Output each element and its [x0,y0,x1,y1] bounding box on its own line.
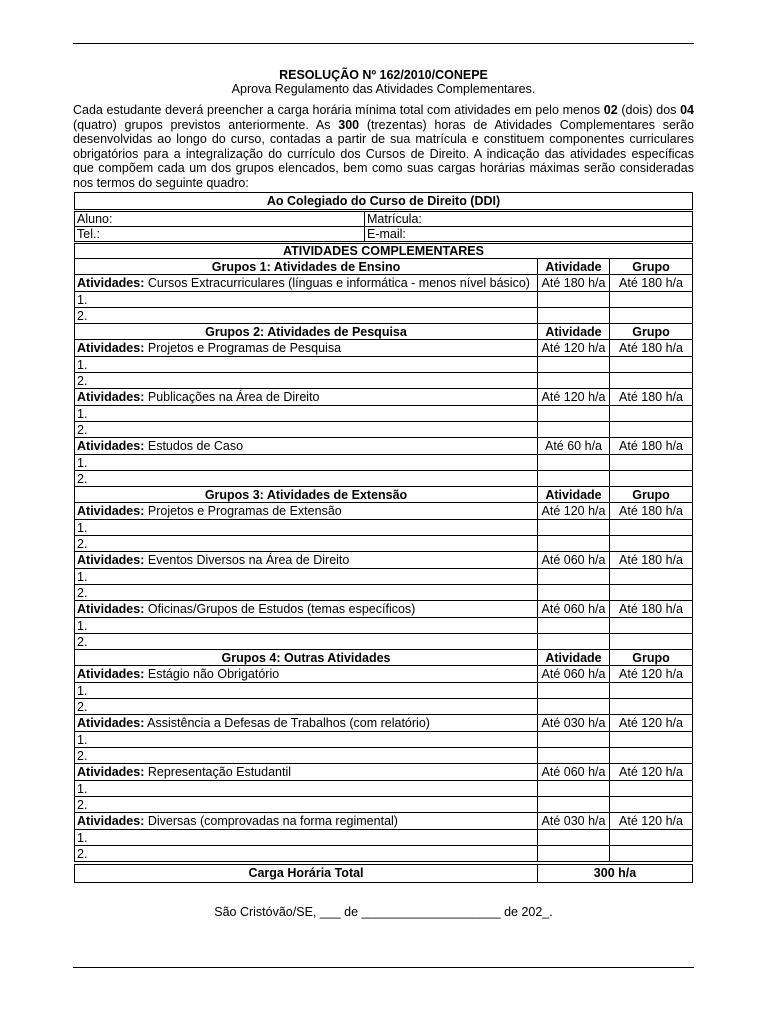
activities-table [74,243,693,862]
entry-field[interactable]: 1. [75,520,538,536]
blank-entry-row [75,471,693,487]
col-atividade-header: Atividade [538,487,610,503]
intro-bold-02: 02 [603,103,618,117]
intro-bold-04: 04 [680,103,694,117]
activity-prefix: Atividades: [77,602,145,616]
blank-entry-row [75,455,693,471]
col-atividade-header: Atividade [538,324,610,340]
entry-field[interactable]: 2. [75,748,538,764]
activity-description: Eventos Diversos na Área de Direito [144,553,350,567]
activity-description: Estágio não Obrigatório [144,667,280,681]
activity-name [75,764,538,781]
group-title: Grupos 4: Outras Atividades [75,650,538,666]
entry-field[interactable]: 1. [75,732,538,748]
activity-name [75,666,538,683]
entry-group-field[interactable] [610,373,693,389]
intro-text-4: (trezentas) horas de Atividades Complementares serão desenvolvidas ao longo do curso, contadas a partir de sua matrícula e constituem componentes curriculares obrigatórios para a integralização do currículo dos Cursos de Direito. A indicação das atividades específicas que compõem cada um dos grupos elencados, bem como suas cargas horárias máximas serão consideradas nos termos do seguinte quadro: [73,117,694,190]
group-hours: Até 120 h/a [610,666,693,683]
group-hours: Até 180 h/a [610,438,693,455]
intro-paragraph [73,103,694,191]
entry-group-field[interactable] [610,308,693,324]
group-header-row [75,487,693,503]
blank-entry-row [75,357,693,373]
group-hours: Até 180 h/a [610,340,693,357]
entry-field[interactable]: 2. [75,422,538,438]
place-date-line: São Cristóvão/SE, ___ de ____________________ de 202_. [214,905,553,919]
activity-row [75,340,693,357]
activity-prefix: Atividades: [77,390,145,404]
entry-field[interactable]: 2. [75,634,538,650]
group-title: Grupos 3: Atividades de Extensão [75,487,538,503]
blank-entry-row [75,569,693,585]
entry-hours-field[interactable] [538,569,610,585]
entry-hours-field[interactable] [538,683,610,699]
activity-prefix: Atividades: [77,439,145,453]
activity-name [75,813,538,830]
blank-entry-row [75,520,693,536]
entry-hours-field[interactable] [538,406,610,422]
document-title: RESOLUÇÃO Nº 162/2010/CONEPE [279,68,488,82]
entry-field[interactable]: 1. [75,618,538,634]
section-title: ATIVIDADES COMPLEMENTARES [75,244,693,259]
group-title: Grupos 1: Atividades de Ensino [75,259,538,275]
entry-field[interactable]: 2. [75,471,538,487]
entry-group-field[interactable] [610,422,693,438]
blank-entry-row [75,292,693,308]
entry-field[interactable]: 2. [75,797,538,813]
entry-group-field[interactable] [610,830,693,846]
group-header-row [75,650,693,666]
activity-hours: Até 060 h/a [538,666,610,683]
activity-name [75,340,538,357]
blank-entry-row [75,830,693,846]
blank-entry-row [75,846,693,862]
entry-field[interactable]: 2. [75,308,538,324]
intro-text-2: (dois) dos [617,103,681,117]
entry-hours-field[interactable] [538,471,610,487]
entry-field[interactable]: 2. [75,846,538,862]
group-hours: Até 180 h/a [610,503,693,520]
activity-prefix: Atividades: [77,667,145,681]
activity-row [75,275,693,292]
activity-hours: Até 060 h/a [538,764,610,781]
activity-prefix: Atividades: [77,553,145,567]
activity-hours: Até 120 h/a [538,503,610,520]
intro-text-3: (quatro) grupos previstos anteriormente. As [73,117,339,132]
blank-entry-row [75,422,693,438]
activity-description: Estudos de Caso [144,439,244,453]
entry-group-field[interactable] [610,797,693,813]
blank-entry-row [75,699,693,715]
activity-row [75,601,693,618]
entry-group-field[interactable] [610,683,693,699]
activity-name [75,552,538,569]
activity-prefix: Atividades: [77,276,145,290]
group-hours: Até 180 h/a [610,552,693,569]
activity-description: Oficinas/Grupos de Estudos (temas específicos) [144,602,416,616]
entry-field[interactable]: 1. [75,292,538,308]
entry-field[interactable]: 2. [75,373,538,389]
blank-entry-row [75,536,693,552]
activity-prefix: Atividades: [77,814,145,828]
total-table [74,864,693,883]
entry-group-field[interactable] [610,406,693,422]
activity-name [75,389,538,406]
entry-field[interactable]: 1. [75,569,538,585]
activity-name [75,715,538,732]
entry-group-field[interactable] [610,455,693,471]
entry-field[interactable]: 1. [75,781,538,797]
activity-description: Projetos e Programas de Pesquisa [144,341,342,355]
entry-hours-field[interactable] [538,846,610,862]
entry-field[interactable]: 1. [75,683,538,699]
entry-hours-field[interactable] [538,520,610,536]
tel-field[interactable]: Tel.: [75,227,365,242]
blank-entry-row [75,618,693,634]
activity-description: Diversas (comprovadas na forma regimental) [144,814,398,828]
activity-row [75,813,693,830]
entry-hours-field[interactable] [538,373,610,389]
group-header-row [75,259,693,275]
activity-row [75,764,693,781]
col-grupo-header: Grupo [610,324,693,340]
col-grupo-header: Grupo [610,487,693,503]
entry-group-field[interactable] [610,699,693,715]
activity-hours: Até 060 h/a [538,601,610,618]
activity-hours: Até 030 h/a [538,813,610,830]
group-hours: Até 180 h/a [610,275,693,292]
entry-hours-field[interactable] [538,732,610,748]
entry-group-field[interactable] [610,732,693,748]
matricula-field[interactable]: Matrícula: [365,212,693,227]
activity-row [75,666,693,683]
activities-form [74,192,693,883]
entry-group-field[interactable] [610,748,693,764]
entry-group-field[interactable] [610,520,693,536]
blank-entry-row [75,308,693,324]
email-field[interactable]: E-mail: [365,227,693,242]
blank-entry-row [75,683,693,699]
group-title: Grupos 2: Atividades de Pesquisa [75,324,538,340]
activity-hours: Até 060 h/a [538,552,610,569]
entry-hours-field[interactable] [538,830,610,846]
activity-row [75,389,693,406]
blank-entry-row [75,585,693,601]
entry-hours-field[interactable] [538,536,610,552]
entry-group-field[interactable] [610,357,693,373]
entry-hours-field[interactable] [538,618,610,634]
activity-name [75,601,538,618]
blank-entry-row [75,748,693,764]
entry-hours-field[interactable] [538,422,610,438]
col-atividade-header: Atividade [538,650,610,666]
form-header: Ao Colegiado do Curso de Direito (DDI) [75,193,693,210]
entry-hours-field[interactable] [538,781,610,797]
activity-hours: Até 180 h/a [538,275,610,292]
entry-hours-field[interactable] [538,292,610,308]
group-header-row [75,324,693,340]
aluno-field[interactable]: Aluno: [75,212,365,227]
activity-row [75,715,693,732]
blank-entry-row [75,732,693,748]
entry-field[interactable]: 1. [75,357,538,373]
activity-row [75,552,693,569]
intro-text-1: Cada estudante deverá preencher a carga horária mínima total com atividades em pelo menos [73,103,604,117]
intro-bold-300: 300 [338,117,360,132]
entry-field[interactable]: 2. [75,536,538,552]
activity-row [75,438,693,455]
entry-hours-field[interactable] [538,797,610,813]
group-hours: Até 120 h/a [610,764,693,781]
entry-field[interactable]: 2. [75,585,538,601]
entry-group-field[interactable] [610,846,693,862]
entry-hours-field[interactable] [538,357,610,373]
group-hours: Até 180 h/a [610,389,693,406]
entry-hours-field[interactable] [538,634,610,650]
bottom-rule [73,967,694,968]
activity-prefix: Atividades: [77,504,145,518]
entry-group-field[interactable] [610,471,693,487]
group-hours: Até 120 h/a [610,715,693,732]
entry-hours-field[interactable] [538,308,610,324]
activity-name [75,438,538,455]
entry-hours-field[interactable] [538,699,610,715]
entry-hours-field[interactable] [538,585,610,601]
total-value: 300 h/a [538,865,693,883]
total-label: Carga Horária Total [75,865,538,883]
form-header-table [74,192,693,210]
activity-name [75,275,538,292]
entry-group-field[interactable] [610,536,693,552]
activity-row [75,503,693,520]
blank-entry-row [75,406,693,422]
col-grupo-header: Grupo [610,259,693,275]
entry-field[interactable]: 1. [75,455,538,471]
activity-hours: Até 120 h/a [538,389,610,406]
activity-hours: Até 030 h/a [538,715,610,732]
activity-description: Representação Estudantil [144,765,292,779]
col-atividade-header: Atividade [538,259,610,275]
entry-hours-field[interactable] [538,455,610,471]
activity-description: Projetos e Programas de Extensão [144,504,342,518]
blank-entry-row [75,634,693,650]
entry-group-field[interactable] [610,781,693,797]
entry-group-field[interactable] [610,292,693,308]
activity-hours: Até 60 h/a [538,438,610,455]
entry-field[interactable]: 1. [75,406,538,422]
entry-field[interactable]: 1. [75,830,538,846]
activity-hours: Até 120 h/a [538,340,610,357]
group-hours: Até 180 h/a [610,601,693,618]
entry-group-field[interactable] [610,585,693,601]
entry-group-field[interactable] [610,618,693,634]
group-hours: Até 120 h/a [610,813,693,830]
activity-name [75,503,538,520]
entry-group-field[interactable] [610,569,693,585]
blank-entry-row [75,781,693,797]
blank-entry-row [75,797,693,813]
activity-description: Assistência a Defesas de Trabalhos (com relatório) [144,716,430,730]
col-grupo-header: Grupo [610,650,693,666]
document-subtitle: Aprova Regulamento das Atividades Complementares. [231,82,536,96]
student-info-table [74,211,693,242]
activity-prefix: Atividades: [77,716,145,730]
activity-prefix: Atividades: [77,765,145,779]
entry-field[interactable]: 2. [75,699,538,715]
activity-description: Cursos Extracurriculares (línguas e informática - menos nível básico) [144,276,530,290]
activity-prefix: Atividades: [77,341,145,355]
activity-description: Publicações na Área de Direito [144,390,320,404]
entry-group-field[interactable] [610,634,693,650]
top-rule [73,43,694,44]
blank-entry-row [75,373,693,389]
entry-hours-field[interactable] [538,748,610,764]
